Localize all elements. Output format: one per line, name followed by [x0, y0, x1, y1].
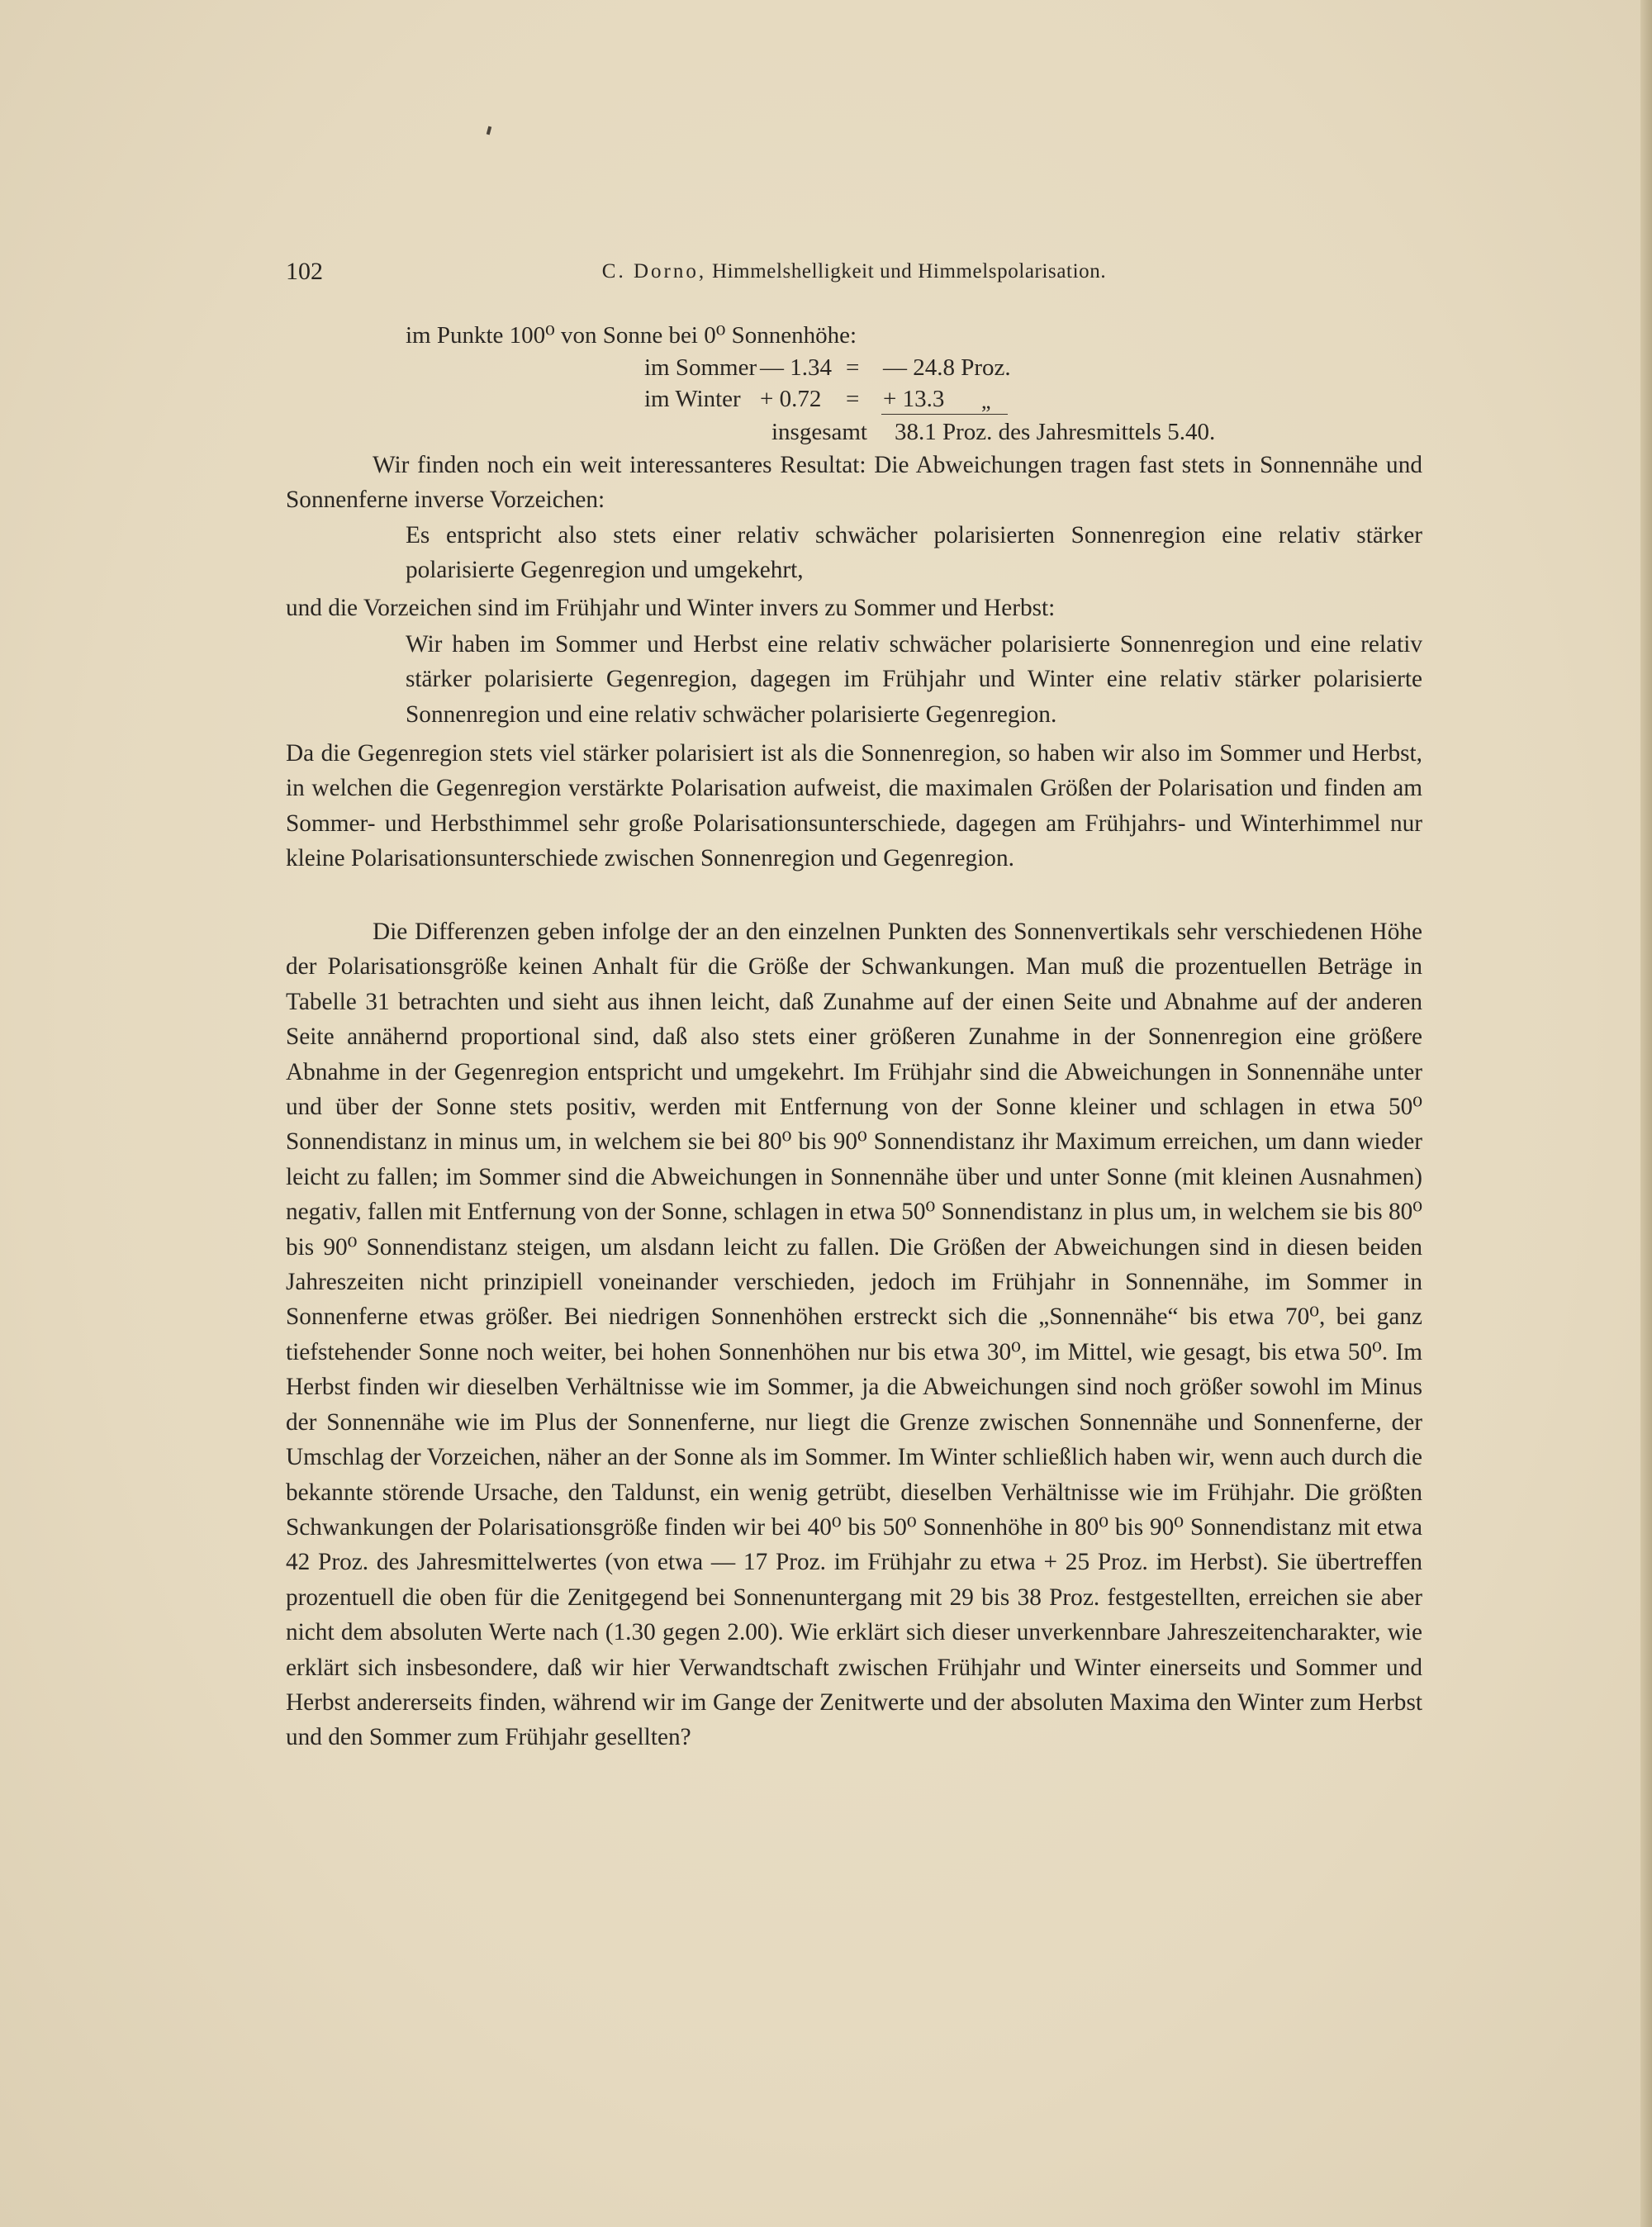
- book-title: Himmelshelligkeit und Himmelspolarisation.: [711, 260, 1107, 283]
- calc-summer-result: — 24.8 Proz.: [883, 354, 1011, 381]
- paragraph-2: [286, 591, 1422, 625]
- paragraph-1-text: Wir finden noch ein weit interessanteres Resultat: Die Abweichungen tragen fast stets in Sonnennähe und Sonnenferne inverse Vorzeichen:: [286, 452, 1422, 514]
- paragraph-4-text: Die Differenzen geben infolge der an den einzelnen Punkten des Sonnenvertikals sehr verschiedenen Höhe der Polarisationsgröße keinen Anhalt für die Größe der Schwankungen. Man muß die prozentuellen Beträge in Tabelle 31 betrachten und sieht aus ihnen leicht, daß Zunahme auf der einen Seite und Abnahme auf der anderen Seite annähernd proportional sind, daß also stets einer größeren Zunahme in der Sonnenregion eine größere Abnahme in der Gegenregion entspricht und umgekehrt. Im Frühjahr sind die Abweichungen in Sonnennähe unter und über der Sonne stets positiv, werden mit Entfernung von der Sonne kleiner und schlagen in etwa 50⁰ Sonnendistanz in minus um, in welchem sie bei 80⁰ bis 90⁰ Sonnendistanz ihr Maximum erreichen, um dann wieder leicht zu fallen; im Sommer sind die Abweichungen in Sonnennähe über und unter Sonne (mit kleinen Ausnahmen) negativ, fallen mit Entfernung von der Sonne, schlagen in etwa 50⁰ Sonnendistanz in plus um, in welchem sie bis 80⁰ bis 90⁰ Sonnendistanz steigen, um alsdann leicht zu fallen. Die Größen der Abweichungen sind in diesen beiden Jahreszeiten nicht prinzipiell voneinander verschieden, jedoch im Frühjahr in Sonnennähe, im Sommer in Sonnenferne etwas größer. Bei niedrigen Sonnenhöhen erstreckt sich die „Sonnennähe“ bis etwa 70⁰, bei ganz tiefstehender Sonne noch weiter, bei hohen Sonnenhöhen nur bis etwa 30⁰, im Mittel, wie gesagt, bis etwa 50⁰. Im Herbst finden wir dieselben Verhältnisse wie im Sommer, ja die Abweichungen sind noch größer sowohl im Minus der Sonnennähe wie im Plus der Sonnenferne, nur liegt die Grenze zwischen Sonnennähe und Sonnenferne, der Umschlag der Vorzeichen, näher an der Sonne als im Sommer. Im Winter schließlich haben wir, wenn auch durch die bekannte störende Ursache, den Taldunst, ein wenig getrübt, dieselben Verhältnisse wie im Frühjahr. Die größten Schwankungen der Polarisationsgröße finden wir bei 40⁰ bis 50⁰ Sonnenhöhe in 80⁰ bis 90⁰ Sonnendistanz mit etwa 42 Proz. des Jahresmittelwertes (von etwa — 17 Proz. im Frühjahr zu etwa + 25 Proz. im Herbst). Sie übertreffen prozentuell die oben für die Zenitgegend bei Sonnenuntergang mit 29 bis 38 Proz. festgestellten, erreichen sie aber nicht dem absoluten Werte nach (1.30 gegen 2.00). Wie erklärt sich dieser unverkennbare Jahreszeitencharakter, wie erklärt sich insbesondere, daß wir hier Verwandtschaft zwischen Frühjahr und Winter einerseits und Sommer und Herbst andererseits finden, während wir im Gange der Zenitwerte und der absoluten Maxima den Winter zum Herbst und den Sommer zum Frühjahr gesellten?: [286, 919, 1422, 1751]
- calc-winter-label: im Winter: [644, 386, 741, 412]
- running-header: [286, 258, 1422, 291]
- page-number: 102: [286, 258, 323, 285]
- paragraph-3: [286, 736, 1422, 876]
- calc-total-value: 38.1 Proz. des Jahresmittels 5.40.: [895, 419, 1216, 445]
- author-name: C. Dorno,: [601, 260, 707, 283]
- calc-total-label: insgesamt: [771, 419, 867, 445]
- quote-2: [406, 627, 1422, 732]
- running-head-title: [286, 260, 1422, 283]
- calc-winter-result: + 13.3: [883, 386, 945, 412]
- quote-1: [406, 518, 1422, 588]
- quote-2-text: Wir haben im Sommer und Herbst eine relativ schwächer polarisierte Sonnenregion und eine relativ stärker polarisierte Gegenregion, dagegen im Frühjahr und Winter eine relativ stärker polarisierte Sonnenregion und eine relativ schwächer polarisierte Gegenregion.: [406, 631, 1422, 728]
- calc-summer-equals: =: [846, 354, 860, 381]
- sum-rule: [881, 414, 1008, 415]
- paragraph-1: [286, 448, 1422, 518]
- quote-1-text: Es entspricht also stets einer relativ schwächer polarisierten Sonnenregion eine relativ stärker polarisierte Gegenregion und umgekehrt,: [406, 522, 1422, 584]
- calc-summer-label: im Sommer: [644, 354, 757, 381]
- calc-summer-value: — 1.34: [760, 354, 832, 381]
- calc-winter-equals: =: [846, 386, 860, 412]
- paragraph-3-text: Da die Gegenregion stets viel stärker polarisiert ist als die Sonnenregion, so haben wir also im Sommer und Herbst, in welchen die Gegenregion verstärkte Polarisation aufweist, die maximalen Größen der Polarisation und finden am Sommer- und Herbsthimmel sehr große Polarisationsunterschiede, dagegen am Frühjahrs- und Winterhimmel nur kleine Polarisationsunterschiede zwischen Sonnenregion und Gegenregion.: [286, 740, 1422, 872]
- paragraph-4: [286, 914, 1422, 1755]
- calc-intro: im Punkte 100⁰ von Sonne bei 0⁰ Sonnenhöhe:: [406, 322, 857, 349]
- page-edge: [1640, 0, 1652, 2227]
- calc-ditto-mark: „: [981, 389, 991, 413]
- calc-winter-value: + 0.72: [760, 386, 822, 412]
- paragraph-2-text: und die Vorzeichen sind im Frühjahr und Winter invers zu Sommer und Herbst:: [286, 595, 1056, 621]
